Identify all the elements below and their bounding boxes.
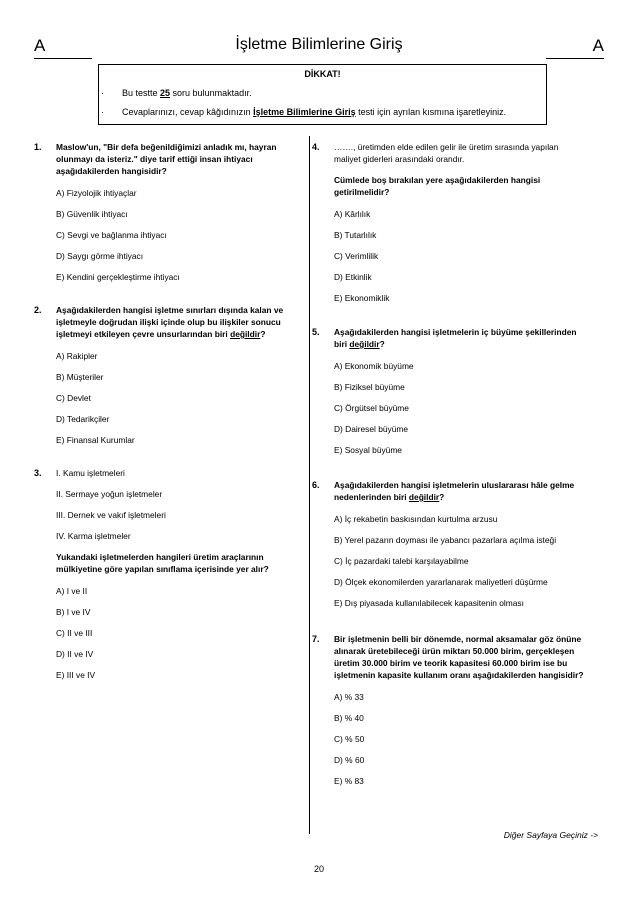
option-a[interactable]: A) Kârlılık xyxy=(334,209,371,219)
question-6 xyxy=(312,479,586,609)
emphasis-negation: değildir xyxy=(349,339,380,349)
premise-item: I. Kamu işletmeleri xyxy=(56,468,125,478)
option-d[interactable]: D) Etkinlik xyxy=(334,272,372,282)
question-number: 5. xyxy=(312,327,320,337)
question-5 xyxy=(312,326,586,456)
question-number: 4. xyxy=(312,142,320,152)
test-name: İşletme Bilimlerine Giriş xyxy=(253,107,356,117)
option-c[interactable]: C) II ve III xyxy=(56,628,93,638)
option-a[interactable]: A) I ve II xyxy=(56,586,88,596)
option-e[interactable]: E) III ve IV xyxy=(56,670,96,680)
question-stem: Yukandaki işletmelerden hangileri üretim araçlarının mülkiyetine göre yapılan sınıflama içerisinde yer alır? xyxy=(56,552,269,574)
question-stem: Aşağıdakilerden hangisi işletmelerin uluslararası hâle gelme nedenlerinden biri değildir? xyxy=(334,480,575,502)
booklet-letter-left: A xyxy=(34,36,46,55)
option-b[interactable]: B) Güvenlik ihtiyacı xyxy=(56,209,128,219)
question-number: 3. xyxy=(34,468,42,478)
option-d[interactable]: D) Saygı görme ihtiyacı xyxy=(56,251,144,261)
option-a[interactable]: A) İç rekabetin baskısından kurtulma arzusu xyxy=(334,514,498,524)
question-number: 2. xyxy=(34,305,42,315)
option-d[interactable]: D) Tedarikçiler xyxy=(56,414,110,424)
option-c[interactable]: C) İç pazardaki talebi karşılayabilme xyxy=(334,556,469,566)
option-e[interactable]: E) Ekonomiklik xyxy=(334,293,390,303)
option-a[interactable]: A) Fizyolojik ihtiyaçlar xyxy=(56,188,137,198)
option-b[interactable]: B) Müşteriler xyxy=(56,372,104,382)
header-rule-right xyxy=(546,58,604,59)
question-2 xyxy=(34,304,308,446)
option-a[interactable]: A) Rakipler xyxy=(56,351,98,361)
question-stem: Maslow'un, "Bir defa beğenildiğimizi anladık mı, hayran olunmayı da isteriz." diye tarif ettiği insan ihtiyacı aşağıdakilerden hangisidir? xyxy=(56,142,277,176)
question-count: 25 xyxy=(160,88,171,98)
option-a[interactable]: A) Ekonomik büyüme xyxy=(334,361,414,371)
question-stem: Bir işletmenin belli bir dönemde, normal aksamalar göz önüne alınarak üretebileceği ürün miktarı 50.000 birim, gerçekleşen üretim 30.000 birim ve teorik kapasitesi 60.000 birim ise bu işletmenin kapasite kullanım oranı aşağıdakilerden hangisidir? xyxy=(334,634,584,680)
premise-item: III. Dernek ve vakıf işletmeleri xyxy=(56,510,166,520)
option-d[interactable]: D) Dairesel büyüme xyxy=(334,424,409,434)
notice-box xyxy=(98,64,547,125)
option-c[interactable]: C) % 50 xyxy=(334,734,365,744)
notice-title: DİKKAT! xyxy=(304,69,341,79)
option-e[interactable]: E) Dış piyasada kullanılabilecek kapasitenin olması xyxy=(334,598,524,608)
question-1 xyxy=(34,141,308,283)
bullet-icon: · xyxy=(101,107,104,117)
question-stem: Aşağıdakilerden hangisi işletmelerin iç büyüme şekillerinden biri değildir? xyxy=(334,327,577,349)
option-c[interactable]: C) Devlet xyxy=(56,393,91,403)
option-b[interactable]: B) Fiziksel büyüme xyxy=(334,382,405,392)
question-number: 6. xyxy=(312,480,320,490)
option-c[interactable]: C) Sevgi ve bağlanma ihtiyacı xyxy=(56,230,167,240)
option-e[interactable]: E) Sosyal büyüme xyxy=(334,445,402,455)
option-c[interactable]: C) Örgütsel büyüme xyxy=(334,403,409,413)
option-b[interactable]: B) Yerel pazarın doyması ile yabancı pazarlara açılma isteği xyxy=(334,535,557,545)
question-number: 7. xyxy=(312,634,320,644)
booklet-letter-right: A xyxy=(592,36,604,55)
question-stem: Aşağıdakilerden hangisi işletme sınırları dışında kalan ve işletmeyle doğrudan ilişki içinde olup bu ilişkiler sonucu işletmeyi etkileyen çevre unsurlarından biri değildir? xyxy=(56,305,284,339)
option-b[interactable]: B) I ve IV xyxy=(56,607,91,617)
premise-item: II. Sermaye yoğun işletmeler xyxy=(56,489,163,499)
question-3 xyxy=(34,467,308,681)
question-7 xyxy=(312,633,586,787)
option-e[interactable]: E) % 83 xyxy=(334,776,364,786)
option-e[interactable]: E) Finansal Kurumlar xyxy=(56,435,135,445)
page-header xyxy=(34,36,604,58)
premise-item: IV. Karma işletmeler xyxy=(56,531,131,541)
header-rule-left xyxy=(34,58,92,59)
question-stem: Cümlede boş bırakılan yere aşağıdakilerden hangisi getirilmelidir? xyxy=(334,175,541,197)
option-d[interactable]: D) Ölçek ekonomilerden yararlanarak maliyetleri düşürme xyxy=(334,577,548,587)
page-title: İşletme Bilimlerine Giriş xyxy=(235,36,403,53)
emphasis-negation: değildir xyxy=(408,492,440,502)
notice-text: Bu testte xyxy=(122,88,161,98)
option-c[interactable]: C) Verimlilik xyxy=(334,251,379,261)
page-number: 20 xyxy=(313,864,324,874)
option-a[interactable]: A) % 33 xyxy=(334,692,364,702)
option-b[interactable]: B) % 40 xyxy=(334,713,364,723)
notice-text: soru bulunmaktadır. xyxy=(170,88,252,98)
option-b[interactable]: B) Tutarlılık xyxy=(334,230,377,240)
option-d[interactable]: D) II ve IV xyxy=(56,649,94,659)
question-4 xyxy=(312,141,586,304)
column-divider xyxy=(309,136,310,834)
notice-text: testi için ayrılan kısmına işaretleyiniz. xyxy=(355,107,507,117)
question-number: 1. xyxy=(34,142,42,152)
option-d[interactable]: D) % 60 xyxy=(334,755,365,765)
next-page-note: Diğer Sayfaya Geçiniz -> xyxy=(503,830,598,840)
emphasis-negation: değildir xyxy=(230,329,261,339)
question-premise: ……., üretimden elde edilen gelir ile üretim sırasında yapılan maliyet giderleri arasındaki orandır. xyxy=(334,142,559,164)
notice-text: Cevaplarınızı, cevap kâğıdınızın xyxy=(122,107,254,117)
bullet-icon: · xyxy=(101,88,104,98)
option-e[interactable]: E) Kendini gerçekleştirme ihtiyacı xyxy=(56,272,180,282)
